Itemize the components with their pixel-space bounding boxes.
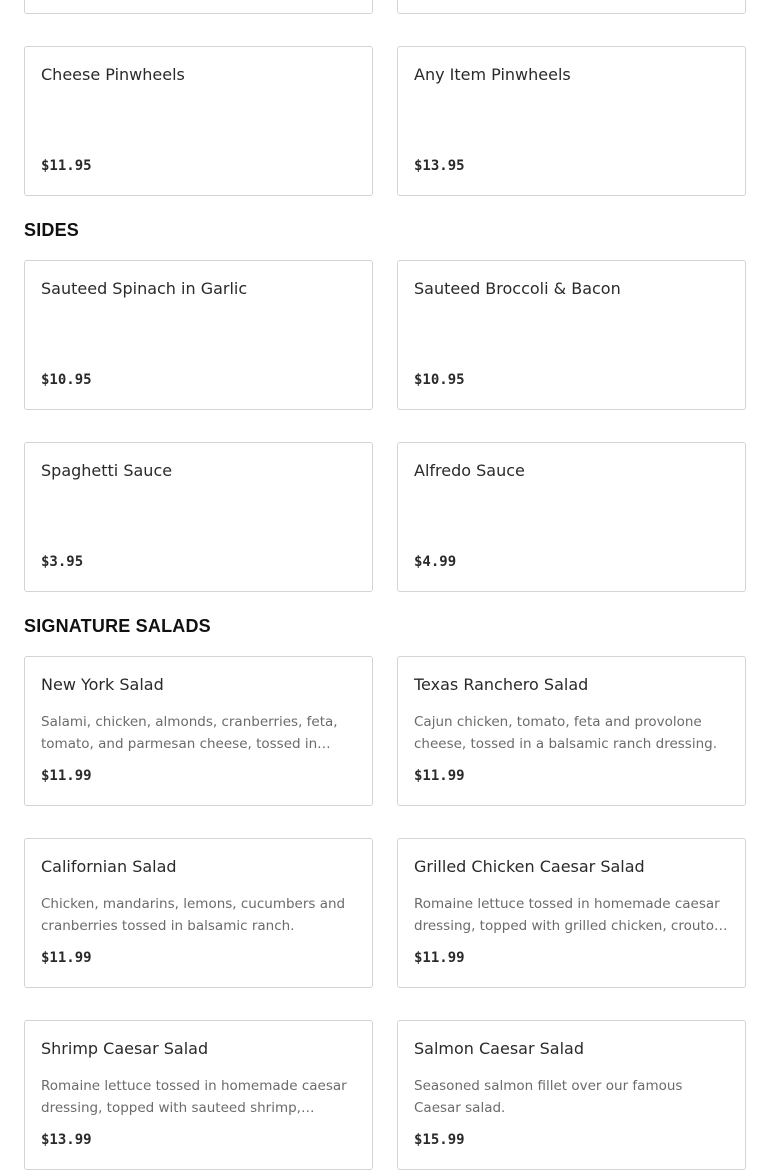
menu-item-price: $11.95	[41, 158, 92, 174]
menu-item-card[interactable]	[397, 656, 746, 806]
menu-item-price: $4.99	[414, 554, 457, 570]
menu-item-card[interactable]	[24, 260, 373, 410]
menu-item-card[interactable]	[397, 46, 746, 196]
menu-item-card[interactable]	[397, 260, 746, 410]
menu-item-card[interactable]	[24, 46, 373, 196]
menu-item-description: Seasoned salmon fillet over our famous Caesar salad.	[414, 1078, 683, 1116]
menu-item-price: $13.95	[414, 158, 465, 174]
menu-item-price: $11.99	[414, 768, 465, 784]
menu-item-name: Californian Salad	[41, 857, 177, 876]
menu-item-card[interactable]	[397, 1020, 746, 1170]
menu-item-name: Sauteed Broccoli & Bacon	[414, 279, 621, 298]
menu-item-price: $10.95	[41, 372, 92, 388]
menu-item-name: New York Salad	[41, 675, 164, 694]
menu-item-description: Salami, chicken, almonds, cranberries, feta, tomato, and parmesan cheese, tossed in	[41, 714, 338, 752]
menu-item-price: $15.99	[414, 1132, 465, 1148]
menu-item-price: $3.95	[41, 554, 84, 570]
menu-item-name: Any Item Pinwheels	[414, 65, 571, 84]
menu-item-description: Chicken, mandarins, lemons, cucumbers and cranberries tossed in balsamic ranch.	[41, 896, 346, 934]
menu-item-name: Sauteed Spinach in Garlic	[41, 279, 248, 298]
menu-item-name: Shrimp Caesar Salad	[41, 1039, 209, 1058]
menu-item-name: Spaghetti Sauce	[41, 461, 173, 480]
menu-item-name: Cheese Pinwheels	[41, 65, 185, 84]
menu-item-card[interactable]	[24, 656, 373, 806]
menu-item-price: $11.99	[41, 950, 92, 966]
menu-item-card[interactable]	[24, 838, 373, 988]
menu-item-card[interactable]	[397, 0, 746, 14]
menu-item-name: Salmon Caesar Salad	[414, 1039, 584, 1058]
section-heading-signature-salads: SIGNATURE SALADS	[24, 616, 211, 636]
menu-item-card[interactable]	[24, 442, 373, 592]
section-heading-sides: SIDES	[24, 220, 80, 240]
menu-item-card[interactable]	[397, 442, 746, 592]
menu-item-price: $11.99	[41, 768, 92, 784]
menu-item-name: Texas Ranchero Salad	[414, 675, 589, 694]
menu-item-card[interactable]	[397, 838, 746, 988]
menu-item-description: Romaine lettuce tossed in homemade caesar dressing, topped with sauteed shrimp,	[41, 1078, 347, 1116]
menu-item-card[interactable]	[24, 0, 373, 14]
menu-item-description: Romaine lettuce tossed in homemade caesar dressing, topped with grilled chicken, croutons	[414, 896, 730, 934]
menu-item-card[interactable]	[24, 1020, 373, 1170]
menu-item-price: $13.99	[41, 1132, 92, 1148]
menu-item-description: Cajun chicken, tomato, feta and provolone cheese, tossed in a balsamic ranch dressing.	[414, 714, 717, 752]
menu-item-name: Grilled Chicken Caesar Salad	[414, 857, 645, 876]
menu-item-name: Alfredo Sauce	[414, 461, 525, 480]
menu-item-price: $10.95	[414, 372, 465, 388]
menu-item-price: $11.99	[414, 950, 465, 966]
